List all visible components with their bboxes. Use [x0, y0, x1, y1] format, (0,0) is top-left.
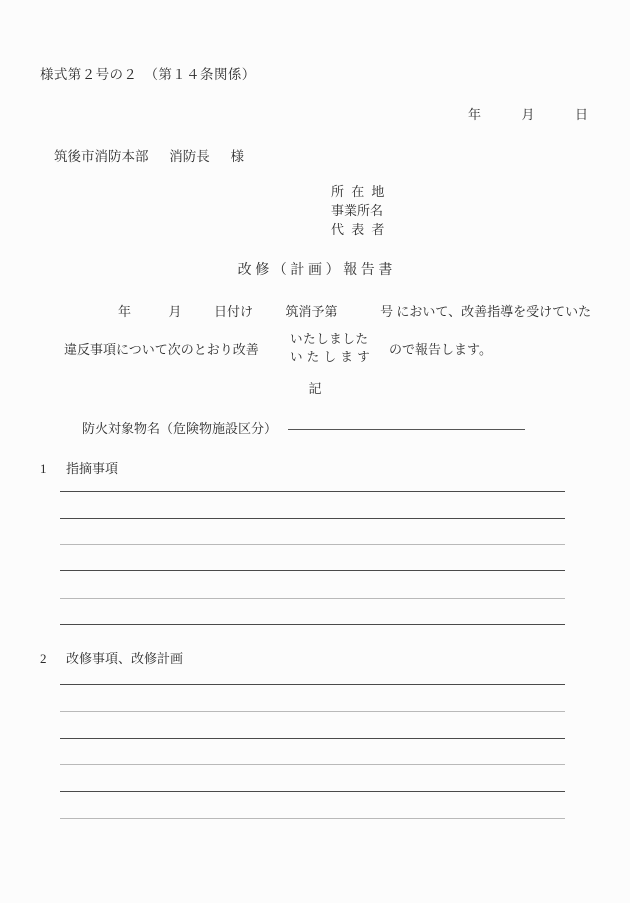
notice-text-tail: において、改善指導を受けていた	[396, 304, 592, 319]
target-property-input[interactable]	[288, 429, 525, 430]
date-month-label: 月	[521, 107, 535, 122]
choice-option-will-complete[interactable]: いたします	[290, 350, 375, 364]
section-1-writing-line[interactable]	[60, 598, 565, 599]
addressee-title: 消防長	[169, 149, 210, 164]
completion-choice-stack	[290, 330, 374, 366]
section-1-writing-line[interactable]	[60, 570, 565, 571]
section-1-writing-line[interactable]	[60, 624, 565, 625]
notice-year-label: 年	[118, 304, 132, 319]
party-field-address-label: 所在地	[331, 184, 392, 199]
party-field-business-name-label: 事業所名	[331, 203, 384, 218]
section-2-writing-line[interactable]	[60, 711, 565, 712]
target-property-label: 防火対象物名（危険物施設区分）	[82, 421, 278, 436]
party-field-representative-label: 代表者	[331, 222, 392, 237]
notice-month-label: 月	[168, 304, 182, 319]
section-1-writing-line[interactable]	[60, 544, 565, 545]
form-number: 様式第２号の２ （第１４条関係）	[40, 67, 256, 82]
choice-option-completed[interactable]: いたしました	[290, 332, 369, 346]
date-day-label: 日	[574, 107, 588, 122]
target-property-row	[82, 418, 525, 437]
section-1-heading	[40, 458, 118, 477]
section-2-heading	[40, 648, 183, 667]
body-line-1	[118, 301, 591, 320]
section-2-writing-line[interactable]	[60, 818, 565, 819]
document-title: 改修（計画）報告書	[237, 263, 396, 278]
addressee-honorific: 様	[230, 149, 244, 164]
section-2-writing-line[interactable]	[60, 738, 565, 739]
ki-marker: 記	[308, 381, 322, 396]
notice-document-number-label: 筑消予第	[285, 304, 338, 319]
section-1-writing-line[interactable]	[60, 491, 565, 492]
section-2-writing-line[interactable]	[60, 684, 565, 685]
section-2-writing-line[interactable]	[60, 791, 565, 792]
section-2-title: 改修事項、改修計画	[66, 651, 184, 666]
body-line-2-tail: ので報告します。	[389, 342, 492, 357]
addressee-line	[54, 145, 244, 165]
notice-number-unit: 号	[380, 304, 394, 319]
section-1-writing-line[interactable]	[60, 518, 565, 519]
section-2-writing-line[interactable]	[60, 764, 565, 765]
party-field-block	[331, 182, 392, 239]
section-2-number: 2	[40, 651, 47, 666]
notice-day-suffix: 日付け	[214, 304, 254, 319]
addressee-organization: 筑後市消防本部	[54, 149, 149, 164]
body-line-2-lead: 違反事項について次のとおり改善	[64, 342, 259, 357]
section-1-number: 1	[40, 461, 47, 476]
section-1-title: 指摘事項	[66, 461, 119, 476]
date-line	[0, 104, 588, 123]
date-year-label: 年	[467, 107, 481, 122]
